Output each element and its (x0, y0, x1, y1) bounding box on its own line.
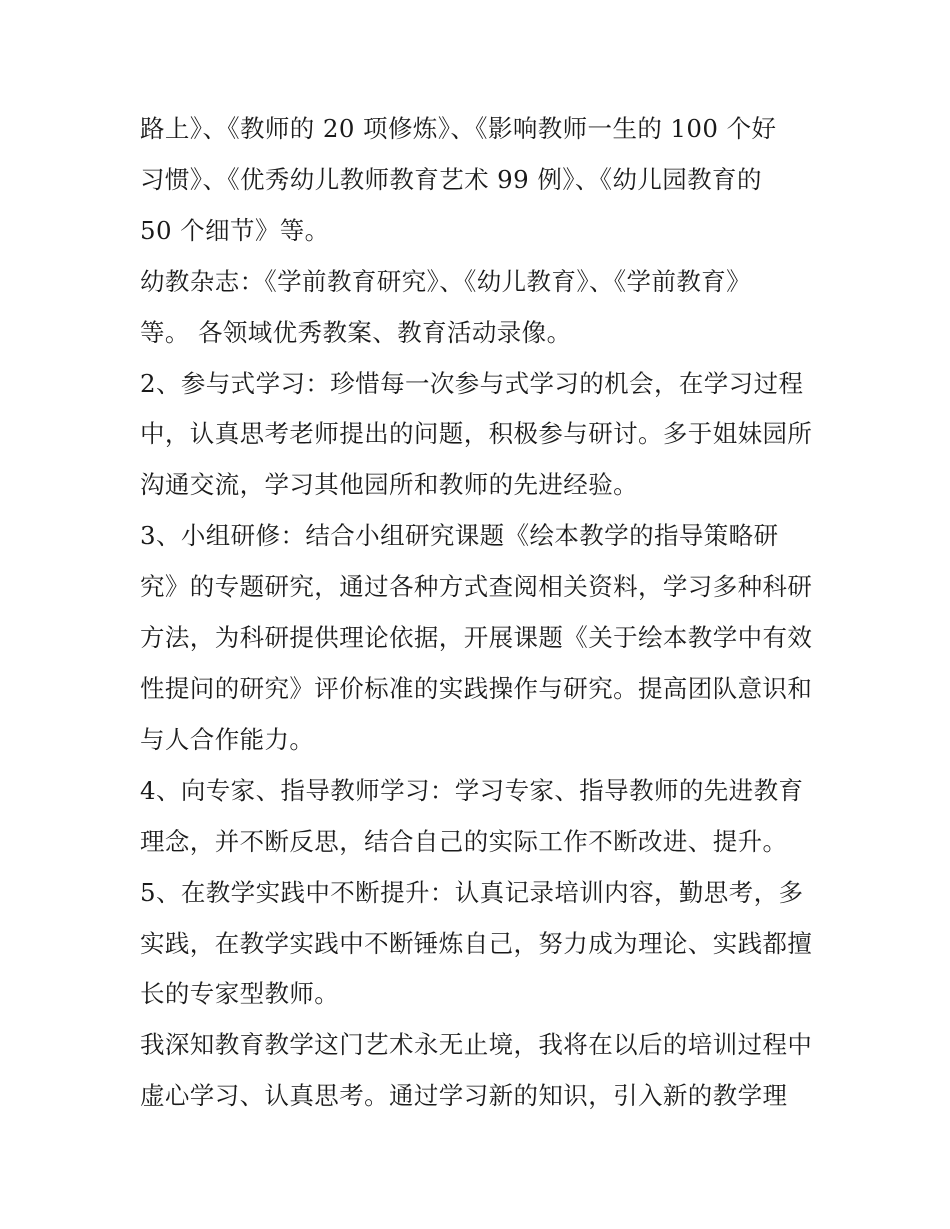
text-line-1: 路上》、《教师的 20 项修炼》、《影响教师一生的 100 个好 (140, 114, 777, 143)
text-line-12: 性提问的研究》评价标准的实践操作与研究。提高团队意识和 (140, 673, 813, 703)
text-line-3: 50 个细节》等。 (140, 215, 330, 245)
text-line-17: 实践，在教学实践中不断锤炼自己，努力成为理论、实践都擅 (140, 928, 813, 958)
text-line-4: 幼教杂志：《学前教育研究》、《幼儿教育》、《学前教育》 (140, 266, 752, 296)
text-line-10: 究》的专题研究，通过各种方式查阅相关资料，学习多种科研 (140, 572, 813, 602)
text-line-5: 等。 各领域优秀教案、教育活动录像。 (140, 317, 572, 347)
text-line-9: 3、小组研修：结合小组研究课题《绘本教学的指导策略研 (140, 521, 779, 551)
text-line-11: 方法，为科研提供理论依据，开展课题《关于绘本教学中有效 (140, 623, 813, 653)
text-line-16: 5、在教学实践中不断提升：认真记录培训内容，勤思考，多 (140, 877, 804, 907)
text-line-20: 虚心学习、认真思考。通过学习新的知识，引入新的教学理 (140, 1081, 788, 1111)
text-line-18: 长的专家型教师。 (140, 979, 340, 1009)
text-line-15: 理念，并不断反思，结合自己的实际工作不断改进、提升。 (140, 826, 788, 856)
text-line-7: 中，认真思考老师提出的问题，积极参与研讨。多于姐妹园所 (140, 419, 813, 449)
text-line-14: 4、向专家、指导教师学习：学习专家、指导教师的先进教育 (140, 775, 804, 805)
text-line-19: 我深知教育教学这门艺术永无止境，我将在以后的培训过程中 (140, 1030, 813, 1060)
document-body (140, 104, 820, 1122)
text-line-6: 2、参与式学习：珍惜每一次参与式学习的机会，在学习过程 (140, 368, 804, 398)
text-line-13: 与人合作能力。 (140, 724, 315, 754)
text-line-2: 习惯》、《优秀幼儿教师教育艺术 99 例》、《幼儿园教育的 (140, 164, 762, 194)
text-line-8: 沟通交流，学习其他园所和教师的先进经验。 (140, 470, 638, 500)
